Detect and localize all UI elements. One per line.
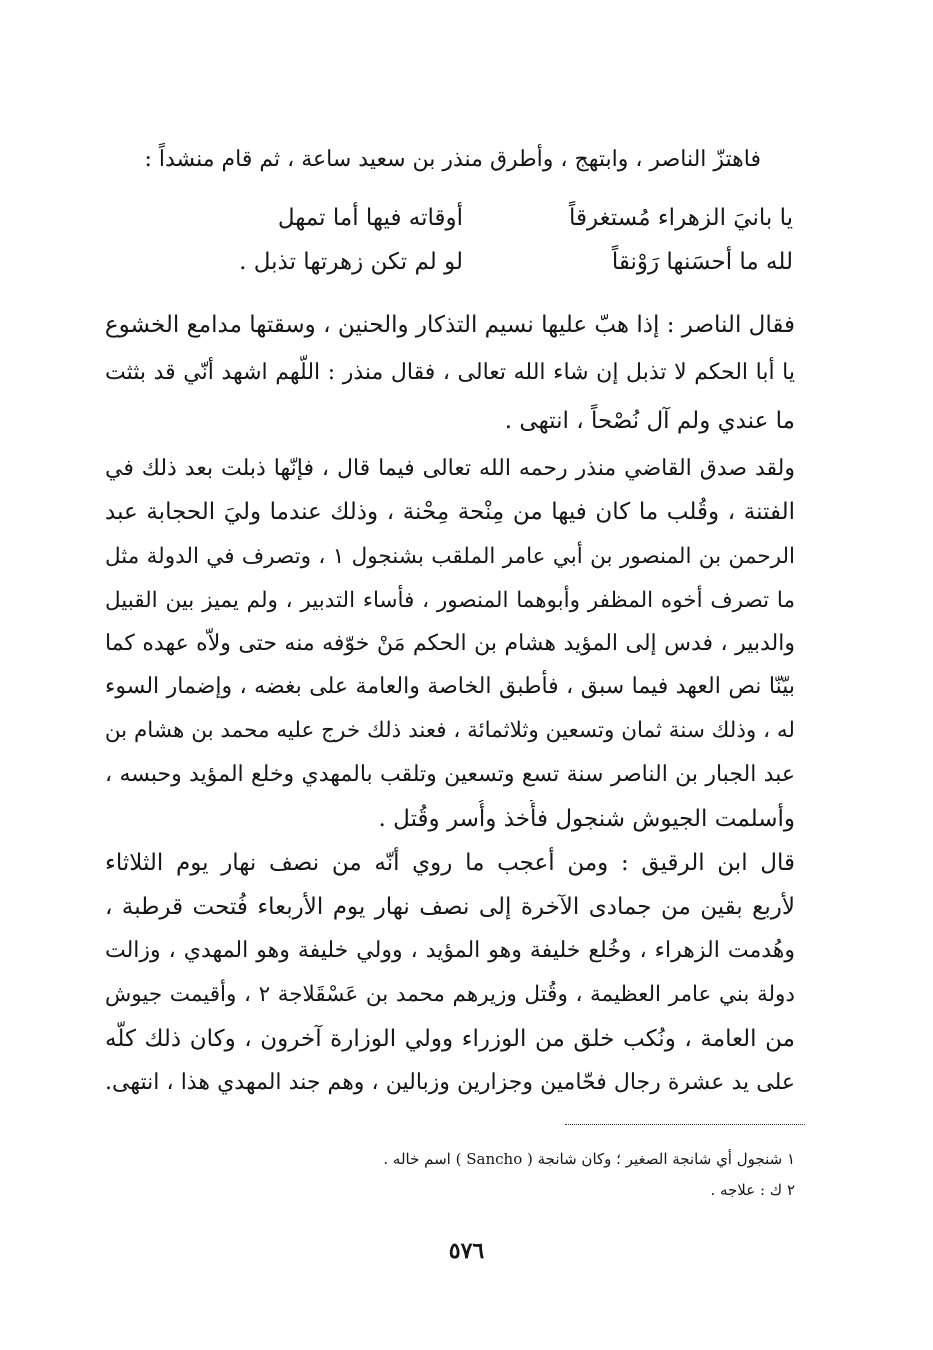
- footnote-2: ٢ ك : علاجه .: [710, 1181, 795, 1199]
- body-line: يا أبا الحكم لا تذبل إن شاء الله تعالى ، فقال منذر : اللّهم اشهد أنّي قد بثثت: [105, 360, 795, 385]
- body-line: من العامة ، ونُكب خلق من الوزراء وولي الوزارة آخرون ، وكان ذلك كلّه: [105, 1026, 795, 1052]
- verse-line2-hemistich-right: لله ما أحسَنها رَوْنقاً: [611, 249, 793, 275]
- body-line: له ، وذلك سنة ثمان وتسعين وثلاثمائة ، فعند ذلك خرج عليه محمد بن هشام بن: [105, 718, 795, 743]
- body-line: على يد عشرة رجال فحّامين وجزارين وزبالين ، وهم جند المهدي هذا ، انتهى.: [105, 1070, 795, 1095]
- verse-line1-hemistich-right: يا بانيَ الزهراء مُستغرقاً: [568, 205, 793, 231]
- footnote-1: ١ شنجول أي شانجة الصغير ؛ وكان شانجة ( Sancho ) اسم خاله .: [383, 1150, 795, 1168]
- body-line: وأسلمت الجيوش شنجول فأُخذ وأُسر وقُتل .: [378, 806, 795, 832]
- body-line: ما تصرف أخوه المظفر وأبوهما المنصور ، فأساء التدبير ، ولم يميز بين القبيل: [105, 588, 795, 613]
- body-line: فقال الناصر : إذا هبّ عليها نسيم التذكار والحنين ، وسقتها مدامع الخشوع: [105, 312, 795, 338]
- body-line: الرحمن بن المنصور بن أبي عامر الملقب بشنجول ١ ، وتصرف في الدولة مثل: [105, 544, 795, 569]
- body-line: الفتنة ، وقُلب ما كان فيها من مِنْحة مِحْنة ، وذلك عندما وليَ الحجابة عبد: [105, 499, 795, 525]
- body-line: عبد الجبار بن الناصر سنة تسع وتسعين وتلقب بالمهدي وخلع المؤيد وحبسه ،: [105, 762, 795, 787]
- body-line: ولقد صدق القاضي منذر رحمه الله تعالى فيما قال ، فإنّها ذبلت بعد ذلك في: [105, 456, 795, 481]
- body-line: دولة بني عامر العظيمة ، وقُتل وزيرهم محمد بن عَسْقَلاجة ٢ ، وأقيمت جيوش: [105, 982, 795, 1007]
- footnote-separator: [565, 1124, 805, 1125]
- opening-line: فاهتزّ الناصر ، وابتهج ، وأطرق منذر بن سعيد ساعة ، ثم قام منشداً :: [144, 147, 761, 172]
- page-number: ٥٧٦: [448, 1238, 485, 1264]
- body-line: والدبير ، فدس إلى المؤيد هشام بن الحكم مَنْ خوّفه منه حتى ولاّه عهده كما: [105, 631, 795, 656]
- body-line: قال ابن الرقيق : ومن أعجب ما روي أنّه من نصف نهار يوم الثلاثاء: [105, 850, 795, 876]
- verse-line1-hemistich-left: أوقاته فيها أما تمهل: [277, 205, 463, 231]
- body-line: لأربع بقين من جمادى الآخرة إلى نصف نهار يوم الأربعاء فُتحت قرطبة ،: [105, 894, 795, 920]
- body-line: بيّنّا نص العهد فيما سبق ، فأطبق الخاصة والعامة على بغضه ، وإضمار السوء: [105, 674, 795, 699]
- body-line: ما عندي ولم آل نُصْحاً ، انتهى .: [504, 408, 795, 434]
- verse-line2-hemistich-left: لو لم تكن زهرتها تذبل .: [239, 249, 463, 275]
- body-line: وهُدمت الزهراء ، وخُلع خليفة وهو المؤيد ، وولي خليفة وهو المهدي ، وزالت: [105, 938, 795, 963]
